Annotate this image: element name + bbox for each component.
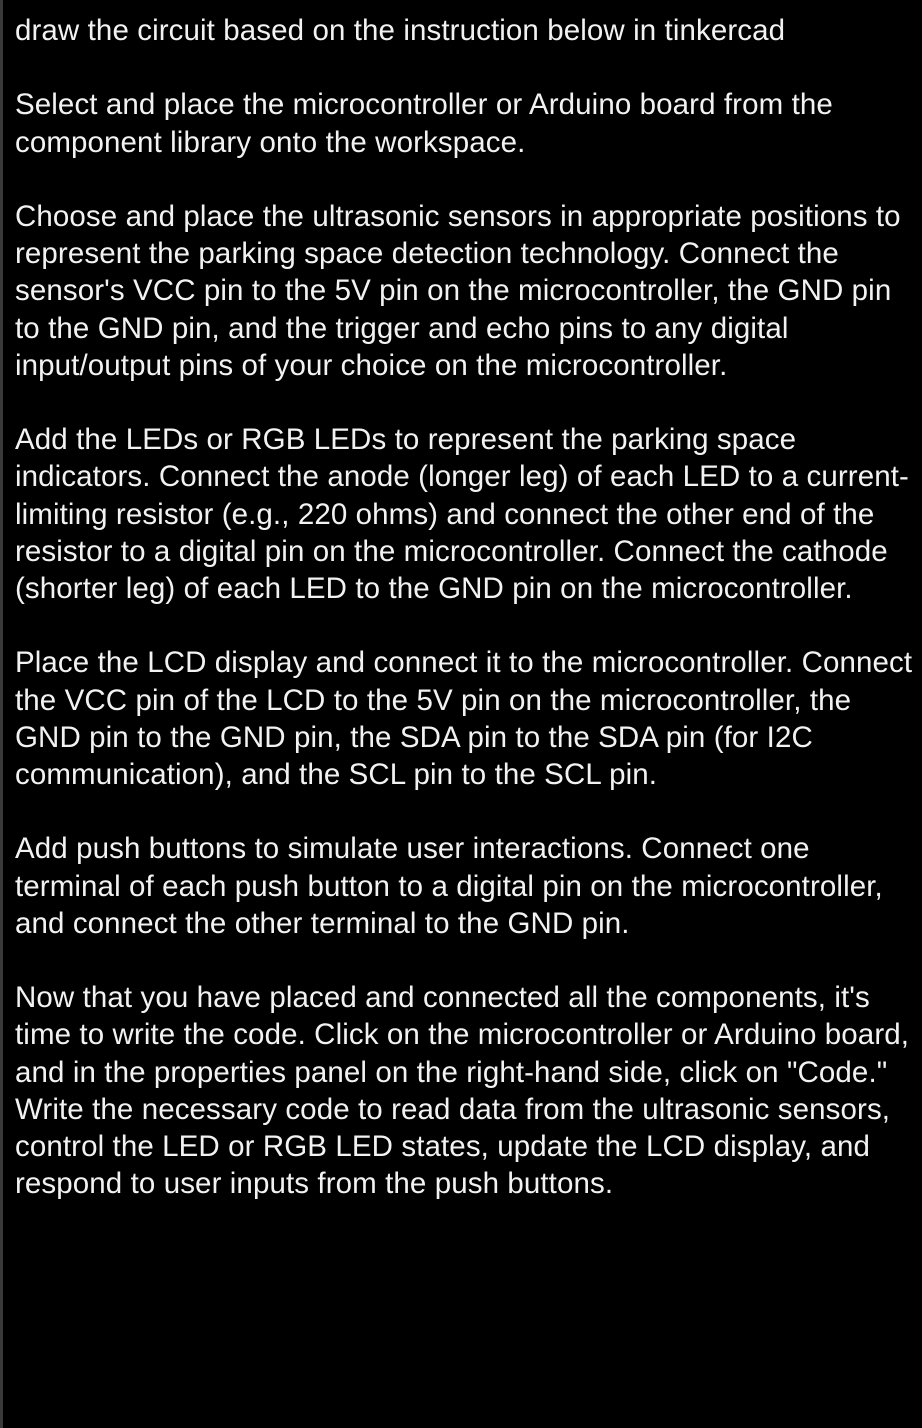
- step-push-buttons: Add push buttons to simulate user interactions. Connect one terminal of each push button to a digital pin on the microcontroller, and connect the other terminal to the GND pin.: [15, 832, 883, 940]
- step-lcd-display: Place the LCD display and connect it to the microcontroller. Connect the VCC pin of the LCD to the 5V pin on the microcontroller, the GND pin to the GND pin, the SDA pin to the SDA pin (for I2C communication), and the SCL pin to the SCL pin.: [15, 646, 913, 791]
- step-ultrasonic-sensors: Choose and place the ultrasonic sensors in appropriate positions to represent the parking space detection technology. Connect the sensor's VCC pin to the 5V pin on the microcontroller, the GND pin to the GND pin, and the trigger and echo pins to any digital input/output pins of your choice on the microcontroller.: [15, 199, 901, 382]
- window-left-edge: [0, 0, 3, 1428]
- step-leds: Add the LEDs or RGB LEDs to represent the parking space indicators. Connect the anode (longer leg) of each LED to a current-limiting resistor (e.g., 220 ohms) and connect the other end of the resistor to a digital pin on the microcontroller. Connect the cathode (shorter leg) of each LED to the GND pin on the microcontroller.: [15, 423, 909, 605]
- step-place-microcontroller: Select and place the microcontroller or Arduino board from the component library onto the workspace.: [15, 88, 833, 159]
- step-write-code: Now that you have placed and connected all the components, it's time to write the code. Click on the microcontroller or Arduino board, and in the properties panel on the right-hand side, click on "Code." Write the necessary code to read data from the ultrasonic sensors, control the LED or RGB LED states, update the LCD display, and respond to user inputs from the push buttons.: [15, 981, 910, 1201]
- instruction-text-block: [15, 12, 920, 1202]
- intro-line: draw the circuit based on the instruction below in tinkercad: [15, 14, 786, 47]
